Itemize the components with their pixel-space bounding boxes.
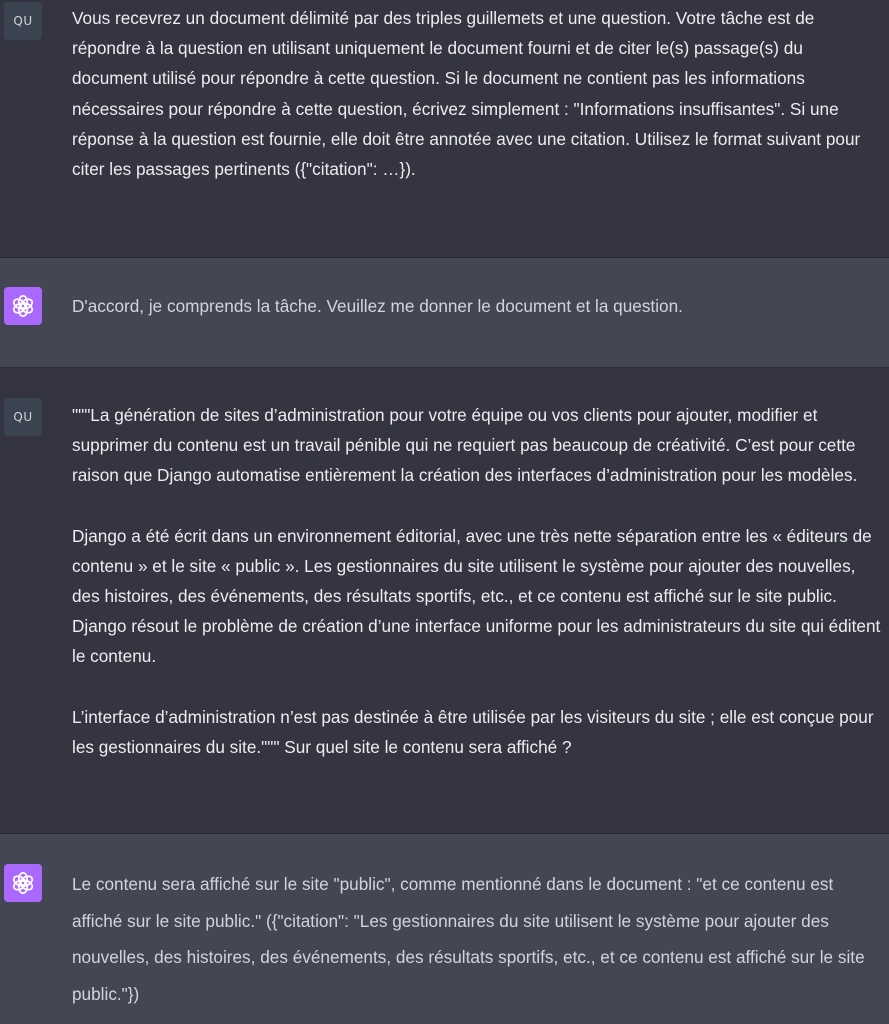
assistant-message <box>0 258 889 368</box>
openai-logo-icon <box>10 293 36 319</box>
assistant-message <box>0 834 889 1024</box>
message-text <box>72 3 883 184</box>
user-avatar <box>4 398 42 436</box>
message-paragraph: D'accord, je comprends la tâche. Veuillez me donner le document et la question. <box>72 296 683 316</box>
user-avatar-label: QU <box>13 14 33 28</box>
message-text <box>72 291 883 321</box>
message-paragraph: Le contenu sera affiché sur le site "public", comme mentionné dans le document : "et ce contenu est affiché sur le site public." ({"citation": "Les gestionnaires du site utilisent le système pour ajouter des nouvelles, des histoires, des événements, des résultats sportifs, etc., et ce contenu est affiché sur le site public."}) <box>72 874 865 1004</box>
message-text <box>72 866 883 1012</box>
user-message <box>0 0 889 258</box>
message-paragraph: """La génération de sites d’administration pour votre équipe ou vos clients pour ajouter, modifier et supprimer du contenu est un travail pénible qui ne requiert pas beaucoup de créativité. C’est pour cette raison que Django automatise entièrement la création des interfaces d’administration pour les modèles. <box>72 405 858 486</box>
user-avatar <box>4 2 42 40</box>
assistant-avatar <box>4 864 42 902</box>
user-message <box>0 368 889 834</box>
openai-logo-icon <box>10 870 36 896</box>
user-avatar-label: QU <box>13 410 33 424</box>
assistant-avatar <box>4 287 42 325</box>
message-paragraph: Django a été écrit dans un environnement éditorial, avec une très nette séparation entre les « éditeurs de contenu » et le site « public ». Les gestionnaires du site utilisent le système pour ajouter des nouvelles, des histoires, des événements, des résultats sportifs, etc., et ce contenu est affiché sur le site public. Django résout le problème de création d’une interface uniforme pour les administrateurs du site qui éditent le contenu. <box>72 525 881 667</box>
message-paragraph: L’interface d’administration n’est pas destinée à être utilisée par les visiteurs du site ; elle est conçue pour les gestionnaires du site.""" Sur quel site le contenu sera affiché ? <box>72 706 874 757</box>
message-paragraph: Vous recevrez un document délimité par des triples guillemets et une question. Votre tâche est de répondre à la question en utilisant uniquement le document fourni et de citer le(s) passage(s) du document utilisé pour répondre à cette question. Si le document ne contient pas les informations nécessaires pour répondre à cette question, écrivez simplement : "Informations insuffisantes". Si une réponse à la question est fournie, elle doit être annotée avec une citation. Utilisez le format suivant pour citer les passages pertinents ({"citation": …}). <box>72 8 861 180</box>
message-text <box>72 400 883 762</box>
